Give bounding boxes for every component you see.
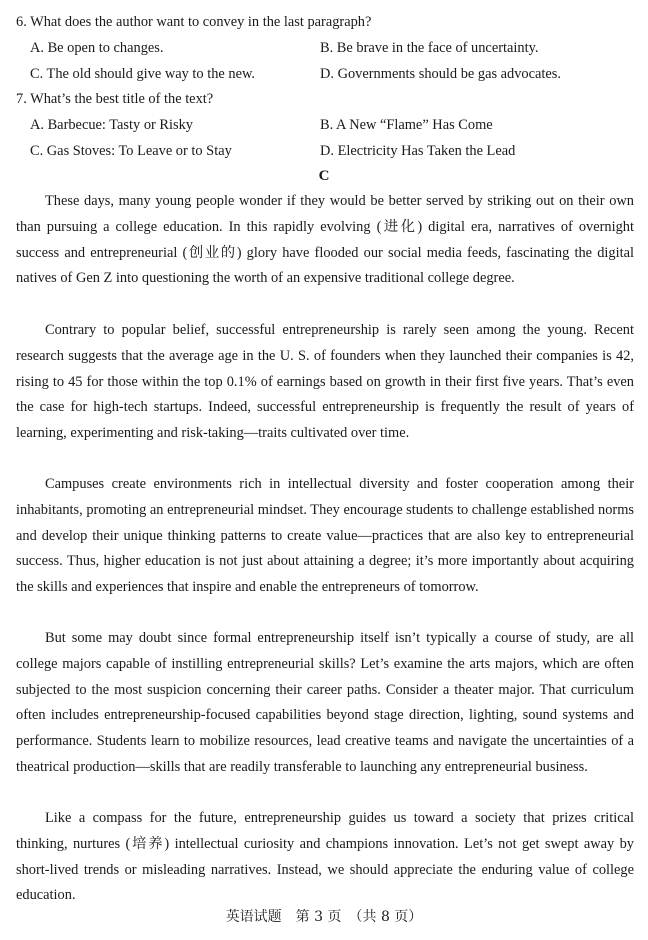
question-7-stem: 7. What’s the best title of the text? xyxy=(16,91,214,107)
passage-paragraph-5: Like a compass for the future, entrepreneurship guides us toward a society that prizes critical thinking, nurtures (培养) intellectual curiosity and champions innovation. Let’s not get swept away by short-lived trends or misleading narratives. Instead, we should appreciate the enduring value of college education. xyxy=(16,810,634,904)
question-6-stem: 6. What does the author want to convey in the last paragraph? xyxy=(16,14,372,30)
question-6-option-a: A. Be open to changes. xyxy=(30,40,164,56)
question-7-option-d: D. Electricity Has Taken the Lead xyxy=(320,143,516,159)
question-6-option-c: C. The old should give way to the new. xyxy=(30,66,256,82)
page-footer: 英语试题 第 3 页 （共 8 页） xyxy=(225,909,423,925)
passage-paragraph-4: But some may doubt since formal entrepreneurship itself isn’t typically a course of study, are all college majors capable of instilling entrepreneurial skills? Let’s examine the arts majors, which are often subjected to the most suspicion concerning their career paths. Consider a theater major. That curriculum often includes entrepreneurship-focused capabilities beyond stage direction, lighting, sound systems and performance. Students learn to mobilize resources, lead creative teams and navigate the uncertainties of a theatrical production—skills that are readily transferable to launching any entrepreneurial business. xyxy=(16,630,634,775)
question-7-option-a: A. Barbecue: Tasty or Risky xyxy=(30,117,193,133)
passage-paragraph-1: These days, many young people wonder if they would be better served by striking out on their own than pursuing a college education. In this rapidly evolving (进化) digital era, narratives of overnight success and entrepreneurial (创业的) glory have flooded our social media feeds, fascinating the digital natives of Gen Z into questioning the worth of an expensive traditional college degree. xyxy=(16,193,634,287)
passage-paragraph-3: Campuses create environments rich in intellectual diversity and foster cooperation among their inhabitants, promoting an entrepreneurial mindset. They encourage students to challenge established norms and develop their unique thinking patterns to create value—practices that are also key to entrepreneurial success. Thus, higher education is not just about attaining a degree; it’s more importantly about acquiring the skills and experiences that inspire and enable the entrepreneurs of tomorrow. xyxy=(16,476,634,596)
passage-section-letter: C xyxy=(318,168,330,184)
passage-paragraph-2: Contrary to popular belief, successful entrepreneurship is rarely seen among the young. Recent research suggests that the average age in the U. S. of founders when they launched their companies is 42, rising to 45 for those within the top 0.1% of earnings based on growth in their first five years. That’s even the case for high-tech startups. Indeed, successful entrepreneurship is frequently the result of years of learning, experimenting and risk-taking—traits cultivated over time. xyxy=(16,322,634,442)
question-6-option-d: D. Governments should be gas advocates. xyxy=(320,66,561,82)
question-7-option-b: B. A New “Flame” Has Come xyxy=(320,117,493,133)
question-7-option-c: C. Gas Stoves: To Leave or to Stay xyxy=(30,143,232,159)
question-6-option-b: B. Be brave in the face of uncertainty. xyxy=(320,40,539,56)
